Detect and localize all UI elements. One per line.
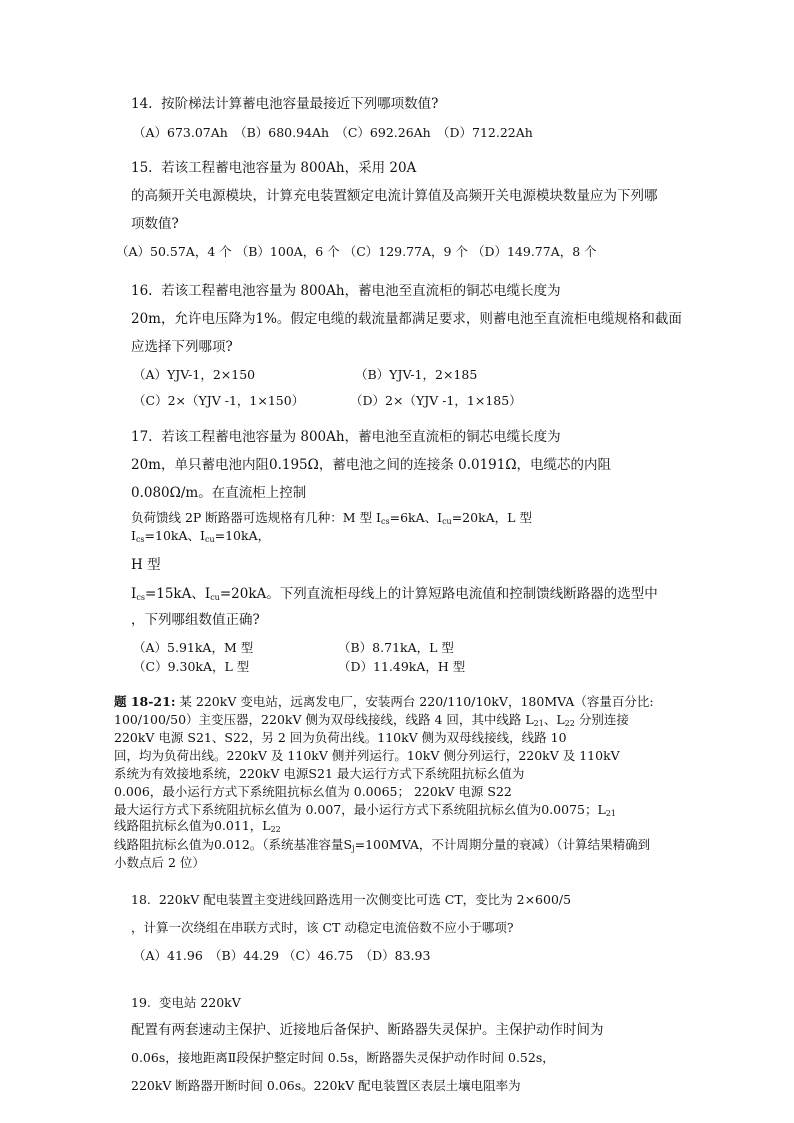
- q17-line1: 若该工程蓄电池容量为 800Ah，蓄电池至直流柜的铜芯电缆长度为: [161, 429, 561, 445]
- q15-line1: 若该工程蓄电池容量为 800Ah，采用 20A: [161, 160, 417, 176]
- q17-option-c: （C）9.30kA，L 型: [133, 659, 250, 674]
- q19-line2: 配置有两套速动主保护、近接地后备保护、断路器失灵保护。主保护动作时间为: [131, 1022, 604, 1038]
- q15-line3: 项数值?: [131, 216, 179, 232]
- q19-stem: [131, 995, 241, 1011]
- q17-line7: $I_{cs}=15kA$、$I_{cu}=20kA$。下列直流柜母线上的计算短路电流值和控制馈线断路器的选型中: [131, 586, 658, 602]
- q15-number: 15.: [131, 160, 153, 176]
- problem-18-21-line10: 小数点后 2 位）: [114, 855, 205, 870]
- q15-stem: [131, 160, 416, 176]
- q16-option-a: （A）YJV-1，2×150: [133, 367, 256, 382]
- q17-option-b: （B）8.71kA，L 型: [338, 640, 454, 655]
- q14-options: （A）673.07Ah （B）680.94Ah （C）692.26Ah （D）712.22Ah: [133, 125, 533, 140]
- q19-line3: 0.06s，接地距离Ⅱ段保护整定时间 0.5s，断路器失灵保护动作时间 0.52s，: [131, 1050, 555, 1065]
- q17-option-a: （A）5.91kA，M 型: [133, 640, 254, 655]
- problem-18-21-line1: 题 18-21: 某 220kV 变电站，远离发电厂，安装两台 220/110/10kV，180MVA（容量百分比:: [114, 694, 654, 709]
- q16-option-b: （B）YJV-1，2×185: [355, 367, 478, 382]
- q16-line2: 20m，允许电压降为1%。假定电缆的载流量都满足要求，则蓄电池至直流柜电缆规格和截面: [131, 311, 682, 327]
- q19-number: 19.: [131, 995, 151, 1010]
- problem-18-21-line9: 线路阻抗标幺值为0.012。（系统基准容量$S_j=100MVA$，不计周期分量的衰减）（计算结果精确到: [114, 837, 651, 853]
- q16-line1: 若该工程蓄电池容量为 800Ah，蓄电池至直流柜的铜芯电缆长度为: [161, 283, 561, 299]
- q16-line3: 应选择下列哪项?: [131, 339, 233, 355]
- q15-options: （A）50.57A，4 个 （B）100A，6 个 （C）129.77A，9 个 （D）149.77A，8 个: [116, 244, 597, 259]
- q14-text: 按阶梯法计算蓄电池容量最接近下列哪项数值?: [161, 96, 439, 112]
- q17-option-d: （D）11.49kA，H 型: [338, 659, 466, 674]
- q18-number: 18.: [131, 892, 151, 907]
- problem-18-21-line2: 100/100/50）主变压器，220kV 侧为双母线接线，线路 4 回，其中线路 $L_{21}$、$L_{22}$ 分别连接: [114, 712, 629, 728]
- q19-line4: 220kV 断路器开断时间 0.06s。220kV 配电装置区表层土壤电阻率为: [131, 1078, 521, 1093]
- q16-stem: [131, 283, 561, 299]
- q14-stem: [131, 96, 438, 112]
- q14-number: 14.: [131, 96, 153, 112]
- q19-line1: 变电站 220kV: [158, 995, 241, 1010]
- q16-option-c: （C）2×（YJV -1，1×150）: [133, 393, 305, 408]
- q18-stem: [131, 892, 571, 908]
- problem-18-21-line7: 最大运行方式下系统阻抗标幺值为 0.007，最小运行方式下系统阻抗标幺值为0.0075；$L_{21}$: [114, 802, 616, 818]
- q17-line8: ，下列哪组数值正确?: [131, 612, 260, 628]
- problem-18-21-title: 题 18-21:: [114, 694, 176, 709]
- q17-number: 17.: [131, 429, 153, 445]
- q17-line2: 20m，单只蓄电池内阻0.195Ω，蓄电池之间的连接条 0.0191Ω，电缆芯的内阻: [131, 457, 612, 473]
- q17-line4: 负荷馈线 2P 断路器可选规格有几种：M 型 $I_{cs}=6kA$、$I_{cu}=20kA$，L 型: [131, 510, 532, 526]
- q16-number: 16.: [131, 283, 153, 299]
- q16-option-d: （D）2×（YJV -1，1×185）: [350, 393, 522, 408]
- problem-18-21-line3: 220kV 电源 S21、S22，另 2 回为负荷出线。110kV 侧为双母线接线，线路 10: [114, 730, 567, 745]
- q17-line6: H 型: [131, 557, 161, 573]
- q17-stem: [131, 429, 561, 445]
- problem-18-21-line4: 回，均为负荷出线。220kV 及 110kV 侧并列运行。10kV 侧分列运行，220kV 及 110kV: [114, 748, 620, 763]
- q18-line2: ，计算一次绕组在串联方式时，该 CT 动稳定电流倍数不应小于哪项?: [131, 920, 514, 935]
- problem-18-21-line6: 0.006，最小运行方式下系统阻抗标幺值为 0.0065； 220kV 电源 S22: [114, 784, 512, 799]
- q17-line3: 0.080Ω/m。在直流柜上控制: [131, 485, 307, 501]
- q18-options: （A）41.96 （B）44.29 （C）46.75 （D）83.93: [133, 948, 431, 963]
- q15-line2: 的高频开关电源模块，计算充电装置额定电流计算值及高频开关电源模块数量应为下列哪: [131, 188, 658, 204]
- problem-18-21-line8: 线路阻抗标幺值为0.011，$L_{22}$: [114, 818, 281, 834]
- q17-line5: $I_{cs}=10kA$、$I_{cu}=10kA$，: [131, 528, 271, 544]
- q18-line1: 220kV 配电装置主变进线回路选用一次侧变比可选 CT，变比为 2×600/5: [158, 892, 572, 907]
- problem-18-21-line5: 系统为有效接地系统，220kV 电源S21 最大运行方式下系统阻抗标幺值为: [114, 766, 525, 781]
